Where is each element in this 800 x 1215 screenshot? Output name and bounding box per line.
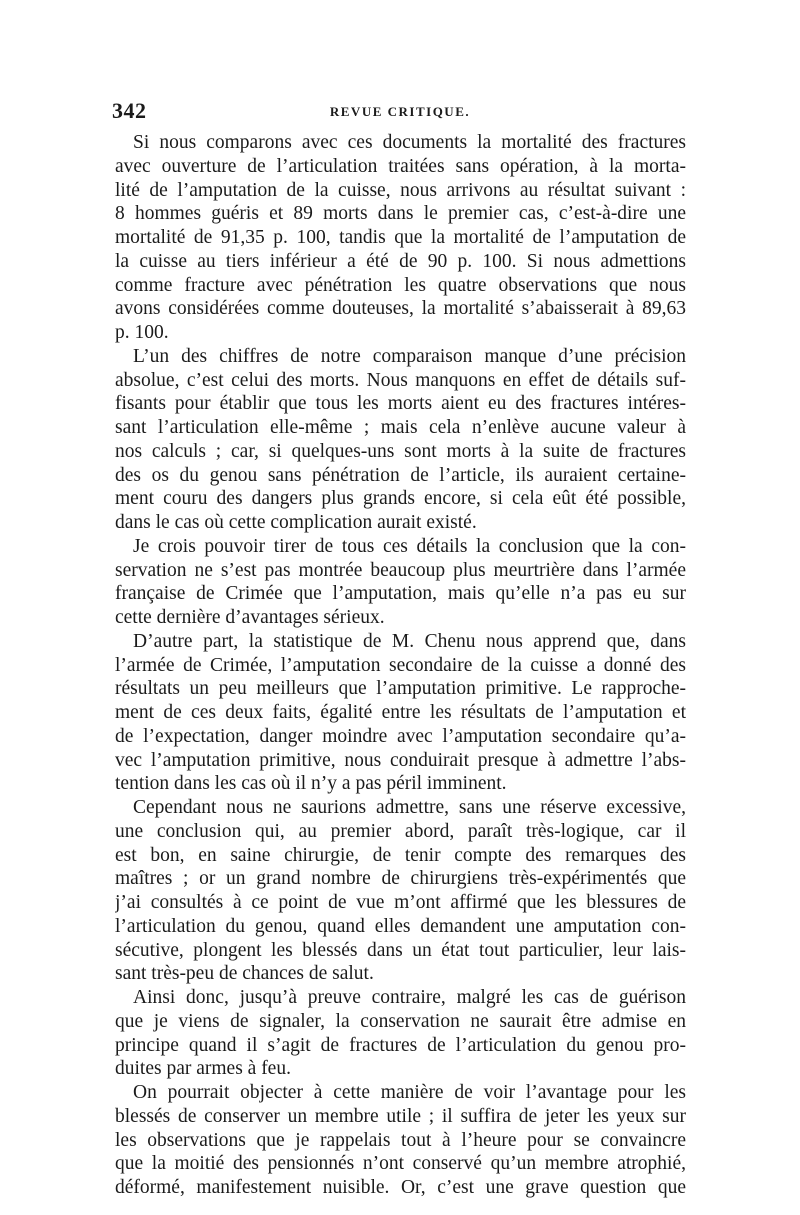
running-title: REVUE CRITIQUE. [329,104,471,119]
text-line: On pourrait objecter à cette manière de voir l’avantage pour les [133,1082,686,1103]
text-line: de l’expectation, danger moindre avec l’amputation secondaire qu’a- [115,725,686,747]
text-line: ment couru des dangers plus grands encore, si cela eût été possible, [115,488,686,510]
text-line: que je viens de signaler, la conservation ne saurait être admise en [115,1010,686,1032]
text-line: ment de ces deux faits, égalité entre les résultats de l’amputation et [115,702,686,723]
text-line: la cuisse au tiers inférieur a été de 90 p. 100. Si nous admettions [115,250,686,272]
text-line: déformé, manifestement nuisible. Or, c’est une grave question que [115,1177,686,1198]
text-line: D’autre part, la statistique de M. Chenu nous apprend que, dans [133,630,686,652]
text-line: résultats un peu meilleurs que l’amputation primitive. Le rapproche- [115,678,686,700]
text-line: l’articulation du genou, quand elles demandent une amputation con- [115,915,686,937]
page-number: 342 [112,98,147,123]
text-line: dans le cas où cette complication aurait existé. [115,512,477,533]
text-line: absolue, c’est celui des morts. Nous manquons en effet de détails suf- [115,369,686,391]
text-line: Cependant nous ne saurions admettre, sans une réserve excessive, [133,797,686,818]
text-line: vec l’amputation primitive, nous conduirait presque à admettre l’abs- [115,749,686,771]
text-line: comme fracture avec pénétration les quatre observations que nous [115,274,686,296]
text-line: nos calculs ; car, si quelques-uns sont morts à la suite de fractures [115,440,686,462]
text-line: l’armée de Crimée, l’amputation secondaire de la cuisse a donné des [115,654,686,676]
text-line: une conclusion qui, au premier abord, paraît très-logique, car il [115,820,686,842]
text-line: principe quand il s’agit de fractures de l’articulation du genou pro- [115,1034,686,1056]
text-line: sant l’articulation elle-même ; mais cela n’enlève aucune valeur à [115,417,686,438]
text-line: L’un des chiffres de notre comparaison manque d’une précision [133,345,686,367]
text-line: sécutive, plongent les blessés dans un état tout particulier, leur lais- [115,939,686,961]
text-line: Si nous comparons avec ces documents la mortalité des fractures [133,132,686,153]
text-line: avons considérées comme douteuses, la mortalité s’abaisserait à 89,63 [115,298,686,320]
text-line: p. 100. [115,322,169,343]
text-line: française de Crimée que l’amputation, mais qu’elle n’a pas eu sur [115,583,686,605]
text-line: avec ouverture de l’articulation traitées sans opération, à la morta- [115,155,686,177]
text-line: lité de l’amputation de la cuisse, nous arrivons au résultat suivant : [115,179,686,201]
text-line: que la moitié des pensionnés n’ont conservé qu’un membre atrophié, [115,1153,686,1175]
text-line: les observations que je rappelais tout à l’heure pour se convaincre [115,1129,686,1151]
body-text [115,131,686,1200]
text-line: sant très-peu de chances de salut. [115,963,374,985]
text-line: Ainsi donc, jusqu’à preuve contraire, malgré les cas de guérison [133,987,686,1008]
text-line: maîtres ; or un grand nombre de chirurgiens très-expérimentés que [115,868,686,890]
text-line: servation ne s’est pas montrée beaucoup plus meurtrière dans l’armée [115,559,686,581]
text-line: j’ai consultés à ce point de vue m’ont affirmé que les blessures de [115,892,686,913]
page-header [112,98,688,128]
text-line: Je crois pouvoir tirer de tous ces détails la conclusion que la con- [133,535,686,557]
text-line: est bon, en saine chirurgie, de tenir compte des remarques des [115,844,686,866]
text-line: des os du genou sans pénétration de l’article, ils auraient certaine- [115,464,686,486]
text-line: tention dans les cas où il n’y a pas péril imminent. [115,773,507,795]
text-line: duites par armes à feu. [115,1058,291,1080]
text-line: mortalité de 91,35 p. 100, tandis que la mortalité de l’amputation de [115,227,686,248]
text-line: 8 hommes guéris et 89 morts dans le premier cas, c’est-à-dire une [115,203,686,225]
text-line: blessés de conserver un membre utile ; il suffira de jeter les yeux sur [115,1105,686,1127]
text-line: fisants pour établir que tous les morts aient eu des fractures intéres- [115,393,686,415]
text-line: cette dernière d’avantages sérieux. [115,607,385,628]
